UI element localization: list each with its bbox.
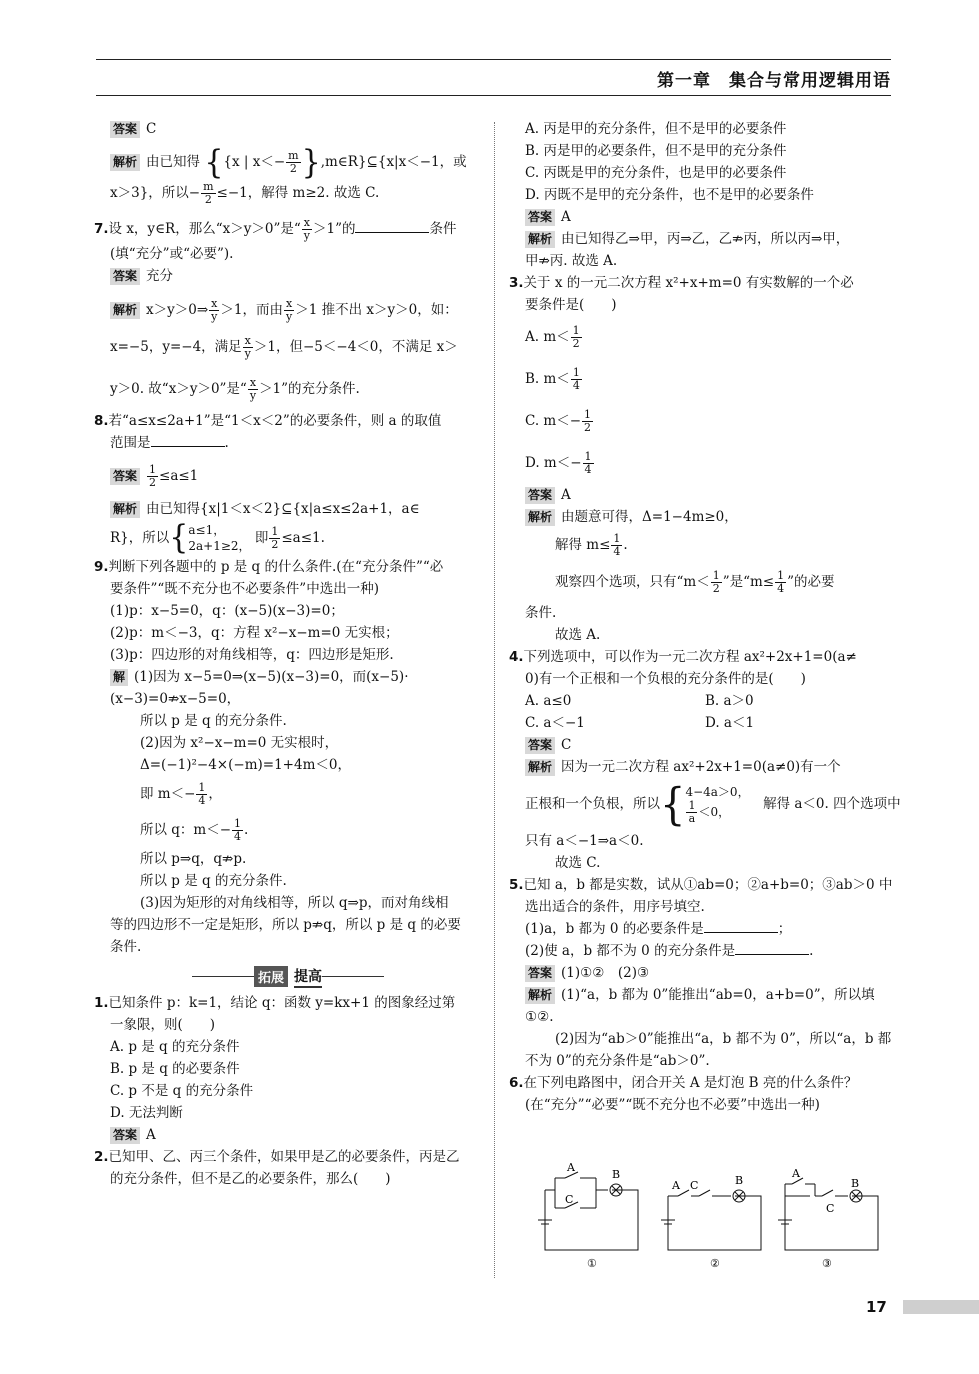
question-text: (3)p：四边形的对角线相等，q：四边形是矩形. (110, 646, 394, 663)
denominator: a (688, 812, 696, 825)
fraction (196, 782, 207, 807)
analysis-tag: 解析 (110, 154, 140, 171)
answer-text: 充分 (146, 267, 174, 284)
denominator: 4 (572, 379, 580, 392)
numerator: 1 (271, 524, 279, 538)
text: {x | x＜− (223, 154, 286, 170)
question-text: (在“充分”“必要”“既不充分也不必要”中选出一种) (525, 1097, 820, 1113)
fraction (147, 464, 158, 489)
numerator: x (244, 333, 251, 347)
answer-text: C (561, 737, 572, 753)
switch-label-a: A (672, 1179, 680, 1192)
denominator: 2 (572, 337, 580, 350)
text: 由已知得 (146, 154, 201, 170)
numerator: 1 (149, 462, 157, 476)
numerator: 1 (688, 799, 696, 812)
answer-tag: 答案 (525, 737, 555, 754)
option-d: D. a＜1 (705, 715, 755, 731)
option-b: B. 丙是甲的必要条件，但不是甲的充分条件 (525, 143, 787, 159)
text: 条件 (429, 220, 457, 237)
text: ”是“m≤ (722, 574, 775, 590)
option-c: C. a＜−1 (525, 715, 585, 731)
text: 所以 p 是 q 的充分条件. (140, 872, 287, 889)
denominator: 4 (234, 829, 242, 843)
circuit-label-2: ② (710, 1257, 720, 1270)
fraction (583, 451, 594, 476)
text: 解得 a＜0. 四个选项中 (763, 796, 901, 812)
column-divider (494, 122, 495, 1278)
denominator: y (244, 346, 251, 360)
text: 即 m＜− (140, 785, 196, 802)
text: ， (208, 785, 222, 802)
text: (2)使 a，b 都不为 0 的充分条件是 (525, 943, 736, 959)
question-text: 在下列电路图中，闭合开关 A 是灯泡 B 亮的什么条件？ (523, 1075, 858, 1091)
text: 所以 p⇒q，q⇏p. (140, 850, 247, 867)
text: x＞3}，所以− (110, 184, 201, 201)
text: 由已知得{x|1＜x＜2}⊆{x|a≤x≤2a+1，a∈ (146, 500, 420, 517)
option-a: A. p 是 q 的充分条件 (110, 1038, 240, 1055)
text: ＜0， (698, 805, 731, 819)
text: 4−4a＞0， (685, 785, 750, 799)
numerator: 1 (712, 569, 720, 582)
option-d: D. m＜− (525, 455, 582, 471)
bulb-label-b: B (851, 1177, 860, 1190)
question-number: 5. (509, 877, 524, 893)
denominator: 2 (712, 582, 720, 595)
question-number: 4. (509, 649, 524, 665)
analysis-tag: 解析 (525, 987, 555, 1004)
text: ,m∈R}⊆{x|x＜−1，或 (320, 154, 467, 170)
text: (x−3)=0⇏x−5=0， (110, 690, 241, 707)
answer-tag: 答案 (110, 268, 140, 285)
switch-label-c: C (690, 1179, 699, 1192)
denominator: 2 (149, 475, 157, 489)
text: 不为 0”的充分条件是“ab＞0”. (525, 1053, 710, 1069)
question-number: 9. (94, 558, 109, 575)
denominator: y (285, 309, 293, 323)
switch-label-c: C (826, 1202, 835, 1215)
section-title: 提高 (294, 966, 322, 988)
fraction (286, 150, 300, 175)
option-d: D. 丙既不是甲的充分条件，也不是甲的必要条件 (525, 187, 814, 203)
text: (2)因为 x²−x−m=0 无实根时， (140, 734, 339, 751)
answer-text: A (146, 1126, 156, 1143)
question-text: 下列选项中，可以作为一元二次方程 ax²+2x+1=0(a≠ (523, 649, 857, 665)
text: 即 (254, 529, 269, 546)
option-c: C. p 不是 q 的充分条件 (110, 1082, 254, 1099)
option-d: D. 无法判断 (110, 1104, 183, 1121)
text: 由题意可得，Δ=1−4m≥0， (561, 509, 738, 525)
fraction (201, 181, 215, 206)
denominator: 4 (584, 463, 592, 476)
text: 正根和一个负根，所以 (525, 796, 660, 812)
fraction (775, 570, 786, 595)
circuit-diagrams (530, 1160, 880, 1275)
text: 因为一元二次方程 ax²+2x+1=0(a≠0)有一个 (561, 759, 841, 775)
option-a: A. 丙是甲的充分条件，但不是甲的必要条件 (525, 121, 787, 137)
text: ＞1，但−5＜−4＜0，不满足 x＞ (253, 338, 458, 355)
circuit-label-1: ① (587, 1257, 597, 1270)
bulb-label-b: B (612, 1168, 621, 1181)
fill-blank[interactable] (704, 919, 778, 933)
fraction (243, 335, 253, 360)
fraction (284, 298, 294, 323)
answer-tag: 答案 (525, 487, 555, 504)
answer-text: C (146, 121, 157, 137)
fraction (232, 818, 243, 843)
text: 条件. (525, 605, 557, 621)
fraction (269, 526, 280, 551)
question-text: (1)p：x−5=0，q：(x−5)(x−3)=0； (110, 602, 344, 619)
text: (1)“a，b 都为 0”能推出“ab=0，a+b=0”，所以填 (561, 987, 875, 1003)
analysis-tag: 解析 (525, 231, 555, 248)
question-text: 关于 x 的一元二次方程 x²+x+m=0 有实数解的一个必 (523, 275, 854, 291)
text: 所以 q：m＜− (140, 821, 232, 838)
switch-label-c: C (565, 1193, 574, 1206)
question-text: 判断下列各题中的 p 是 q 的什么条件.(在“充分条件”“必 (108, 558, 444, 575)
switch-label-a: A (792, 1167, 800, 1180)
answer-tag: 答案 (525, 209, 555, 226)
text: ”的必要 (787, 574, 835, 590)
answer-text: (1)①② (2)③ (561, 965, 650, 981)
analysis-tag: 解析 (110, 501, 140, 518)
option-a: A. a≤0 (525, 693, 572, 709)
text: x=−5，y=−4，满足 (110, 338, 242, 355)
denominator: 4 (613, 545, 621, 558)
denominator: 2 (289, 162, 297, 175)
fill-blank[interactable] (355, 219, 429, 233)
denominator: y (303, 228, 310, 242)
option-b: B. a＞0 (705, 693, 754, 709)
denominator: 4 (777, 582, 785, 595)
question-text: 的充分条件，但不是乙的必要条件，那么( ) (110, 1170, 391, 1187)
text: ＞1 推不出 x＞y＞0，如： (295, 301, 458, 318)
question-number: 1. (94, 994, 109, 1011)
text: 2a+1≥2， (188, 539, 251, 553)
question-text: 选出适合的条件，用序号填空. (525, 899, 705, 915)
text: ＞1”的 (312, 220, 356, 237)
answer-text: A (561, 209, 571, 225)
text: 观察四个选项，只有“m＜ (555, 574, 710, 590)
numerator: 1 (584, 408, 592, 421)
numerator: x (285, 296, 293, 310)
fraction (209, 298, 219, 323)
circuit-2 (661, 1190, 761, 1250)
numerator: x (211, 296, 218, 310)
numerator: 1 (572, 324, 580, 337)
fraction (571, 367, 582, 392)
text: 故选 C. (555, 855, 601, 871)
denominator: 2 (271, 537, 279, 551)
text: . (224, 434, 229, 451)
text: 故选 A. (555, 627, 601, 643)
text: 由已知得乙⇒甲，丙⇒乙，乙⇏丙，所以丙⇒甲， (561, 231, 850, 247)
question-text: 已知 a，b 都是实数，试从①ab=0；②a+b=0；③ab＞0 中 (523, 877, 893, 893)
answer-tag: 答案 (110, 121, 140, 138)
option-b: B. m＜ (525, 371, 570, 387)
text: 范围是 (110, 434, 151, 451)
analysis-tag: 解析 (110, 302, 140, 319)
analysis-tag: 解析 (525, 759, 555, 776)
text: ≤a≤1. (281, 529, 325, 546)
numerator: 1 (572, 366, 580, 379)
text: Δ=(−1)²−4×(−m)=1+4m＜0， (140, 756, 351, 773)
question-text: 一象限，则( ) (110, 1016, 216, 1033)
question-text: 已知甲、乙、丙三个条件，如果甲是乙的必要条件，丙是乙 (108, 1148, 460, 1165)
numerator: x (249, 375, 257, 389)
question-text: 若“a≤x≤2a+1”是“1＜x＜2”的必要条件，则 a 的取值 (108, 412, 442, 429)
fraction (686, 800, 697, 825)
option-b: B. p 是 q 的必要条件 (110, 1060, 240, 1077)
question-number: 7. (94, 220, 109, 237)
text: 只有 a＜−1⇒a＜0. (525, 833, 644, 849)
section-badge: 拓展 (254, 966, 288, 987)
question-text: 要条件是( ) (525, 297, 617, 313)
equation-system (685, 784, 749, 825)
question-number: 3. (509, 275, 524, 291)
denominator: y (249, 388, 257, 402)
text: 设 x，y∈R，那么“x＞y＞0”是“ (108, 220, 301, 237)
answer-tag: 答案 (110, 1127, 140, 1144)
fill-blank[interactable] (151, 433, 225, 447)
text: . (244, 821, 249, 838)
page-number: 17 (866, 1298, 887, 1316)
question-text: (填“充分”或“必要”). (110, 245, 234, 262)
answer-text: ≤a≤1 (159, 467, 199, 484)
fraction (711, 570, 722, 595)
answer-text: A (561, 487, 571, 503)
denominator: 2 (584, 421, 592, 434)
text: 等的四边形不一定是矩形，所以 p⇏q，所以 p 是 q 的必要 (110, 916, 461, 933)
numerator: m (203, 179, 214, 193)
option-c: C. m＜− (525, 413, 582, 429)
option-c: C. 丙既是甲的充分条件，也是甲的必要条件 (525, 165, 787, 181)
fill-blank[interactable] (735, 941, 809, 955)
solution-tag: 解 (110, 669, 128, 686)
section-heading (94, 966, 482, 988)
text: . (809, 943, 814, 959)
fraction (582, 409, 593, 434)
text: a≤1， (188, 523, 226, 537)
denominator: y (211, 309, 218, 323)
question-text: 已知条件 p：k=1，结论 q：函数 y=kx+1 的图象经过第 (108, 994, 456, 1011)
numerator: 1 (584, 450, 592, 463)
section-rule (322, 976, 384, 977)
text: (1)a，b 都为 0 的必要条件是 (525, 921, 704, 937)
text: 条件. (110, 938, 142, 955)
denominator: 2 (204, 192, 212, 206)
text: 所以 p 是 q 的充分条件. (140, 712, 287, 729)
section-rule (192, 976, 254, 977)
question-text: (2)p：m＜−3，q：方程 x²−x−m=0 无实根； (110, 624, 399, 641)
header-rule-bottom (96, 95, 891, 96)
answer-tag: 答案 (525, 965, 555, 982)
fraction (302, 217, 312, 242)
text: (2)因为“ab＞0”能推出“a，b 都不为 0”，所以“a，b 都 (555, 1031, 892, 1047)
numerator: 1 (234, 816, 242, 830)
denominator: 4 (198, 793, 206, 807)
text: (3)因为矩形的对角线相等，所以 q⇒p，而对角线相 (140, 894, 449, 911)
numerator: 1 (613, 532, 621, 545)
fraction (248, 377, 258, 402)
analysis-tag: 解析 (525, 509, 555, 526)
numerator: 1 (198, 780, 206, 794)
text: ①②. (525, 1009, 554, 1025)
question-number: 8. (94, 412, 109, 429)
chapter-title: 第一章 集合与常用逻辑用语 (657, 71, 891, 91)
switch-label-a: A (567, 1161, 575, 1174)
text: 甲⇏丙. 故选 A. (525, 253, 618, 269)
text: R}，所以 (110, 529, 170, 546)
equation-system (188, 522, 250, 554)
right-column: A. 丙是甲的充分条件，但不是甲的必要条件 B. 丙是甲的必要条件，但不是甲的充分条件 C. 丙既是甲的充分条件，也是甲的必要条件 D. 丙既不是甲的充分条件，也不是甲的必要条件 答案 A 解析 由已知得乙⇒甲，丙⇒乙，乙⇏丙，所以丙⇒甲， 甲⇏丙. 故选 A. 3.关于 x 的一元二次方程 x²+x+m=0 有实数解的一个必 要条件是( ) A. m＜ $\frac{1}{2}$ B. m＜ $\frac{1}{4}$ C. m＜− $\frac{1}{2}$ D. m＜− $\frac{1}{4}$ 答案 A 解析 由题意可得，Δ=1−4m≥0， 解得 m≤ $\frac{1}{4}$ . 观察四个选项，只有“m＜ $\frac{1}{2}$ ”是“m≤ $\frac{1}{4}$ ”的必要 条件. 故选 A. 4.下列选项中，可以作为一元二次方程 ax²+2x+1=0(a≠ 0)有一个正根和一个负根的充分条件的是( ) A. a≤0 B. a＞0 C. a＜−1 D. a＜1 答案 C 解析 因为一元二次方程 ax²+2x+1=0(a≠0)有一个 正根和一个负根，所以{ 4−4a＞0， $\frac{1}{a}$ ＜0， 解得 a＜0. 四个选项中 只有 a＜−1⇒a＜0. 故选 C. 5.已知 a，b 都是实数，试从①ab=0；②a+b=0；③ab＞0 中 选出适合的条件，用序号填空. (1)a，b 都为 0 的必要条件是 ； (2)使 a，b 都不为 0 的充分条件是 . 答案 (1)①② (2)③ 解析 (1)“a，b 都为 0”能推出“ab=0，a+b=0”，所以填 ①②. (2)因为“ab＞0”能推出“a，b 都不为 0”，所以“a，b 都 不为 0”的充分条件是“ab＞0”. 6.在下列电路图中，闭合开关 A 是灯泡 B 亮的什么条件？ (在“充分”“必要”“既不充分也不必要”中选出一种) (509, 118, 893, 1116)
text: . (623, 537, 628, 553)
question-text: 0)有一个正根和一个负根的充分条件的是( ) (525, 671, 806, 687)
question-number: 2. (94, 1148, 109, 1165)
question-number: 6. (509, 1075, 524, 1091)
circuit-label-3: ③ (822, 1257, 832, 1270)
option-a: A. m＜ (525, 329, 570, 345)
numerator: m (288, 149, 299, 162)
text: (1)因为 x−5=0⇒(x−5)(x−3)=0，而(x−5)· (134, 668, 409, 685)
text: x＞y＞0⇒ (146, 301, 209, 318)
question-text: 要条件”“既不充分也不必要条件”中选出一种) (110, 580, 379, 597)
circuit-1 (538, 1172, 638, 1250)
numerator: x (303, 215, 310, 229)
fraction (611, 533, 622, 558)
page-number-bar (903, 1300, 979, 1314)
answer-tag: 答案 (110, 468, 140, 485)
header-rule-top (96, 59, 891, 60)
text: ≤−1，解得 m≥2. 故选 C. (216, 184, 380, 201)
text: y＞0. 故“x＞y＞0”是“ (110, 380, 247, 397)
text: ； (777, 921, 792, 937)
numerator: 1 (777, 569, 785, 582)
bulb-label-b: B (735, 1174, 744, 1187)
fraction (571, 325, 582, 350)
text: 解得 m≤ (555, 537, 611, 553)
text: ＞1，而由 (220, 301, 283, 318)
text: ＞1”的充分条件. (259, 380, 360, 397)
left-column: 答案 C 解析 由已知得 {{x | x＜− $\frac{m}{2}$ },m∈R}⊆{x|x＜−1，或 x＞3}，所以− $\frac{m}{2}$ ≤−1，解得 m≥2. 故选 C. 7.设 x，y∈R，那么“x＞y＞0”是“ $\frac{x}{y}$ ＞1”的 条件 (填“充分”或“必要”). 答案 充分 解析 x＞y＞0⇒ $\frac{x}{y}$ ＞1，而由 $\frac{x}{y}$ ＞1 推不出 x＞y＞0，如： x=−5，y=−4，满足 $\frac{x}{y}$ ＞1，但−5＜−4＜0，不满足 x＞ y＞0. 故“x＞y＞0”是“ $\frac{x}{y}$ ＞1”的充分条件. 8.若“a≤x≤2a+1”是“1＜x＜2”的必要条件，则 a 的取值 范围是 . 答案 $\frac{1}{2}$ ≤a≤1 解析 由已知得{x|1＜x＜2}⊆{x|a≤x≤2a+1，a∈ R}，所以{ a≤1， 2a+1≥2， 即 $\frac{1}{2}$ ≤a≤1. 9.判断下列各题中的 p 是 q 的什么条件.(在“充分条件”“必 要条件”“既不充分也不必要条件”中选出一种) (1)p：x−5=0，q：(x−5)(x−3)=0； (2)p：m＜−3，q：方程 x²−x−m=0 无实根； (3)p：四边形的对角线相等，q：四边形是矩形. 解 (1)因为 x−5=0⇒(x−5)(x−3)=0，而(x−5)· (x−3)=0⇏x−5=0， 所以 p 是 q 的充分条件. (2)因为 x²−x−m=0 无实根时， Δ=(−1)²−4×(−m)=1+4m＜0， 即 m＜− $\frac{1}{4}$ ， 所以 q：m＜− $\frac{1}{4}$ . 所以 p⇒q，q⇏p. 所以 p 是 q 的充分条件. (3)因为矩形的对角线相等，所以 q⇒p，而对角线相 等的四边形不一定是矩形，所以 p⇏q，所以 p 是 q 的必要 条件. 拓展 提高 1.已知条件 p：k=1，结论 q：函数 y=kx+1 的图象经过第 一象限，则( ) A. p 是 q 的充分条件 B. p 是 q 的必要条件 C. p 不是 q 的充分条件 D. 无法判断 答案 A 2.已知甲、乙、丙三个条件，如果甲是乙的必要条件，丙是乙 的充分条件，但不是乙的必要条件，那么( ) (94, 118, 482, 1190)
